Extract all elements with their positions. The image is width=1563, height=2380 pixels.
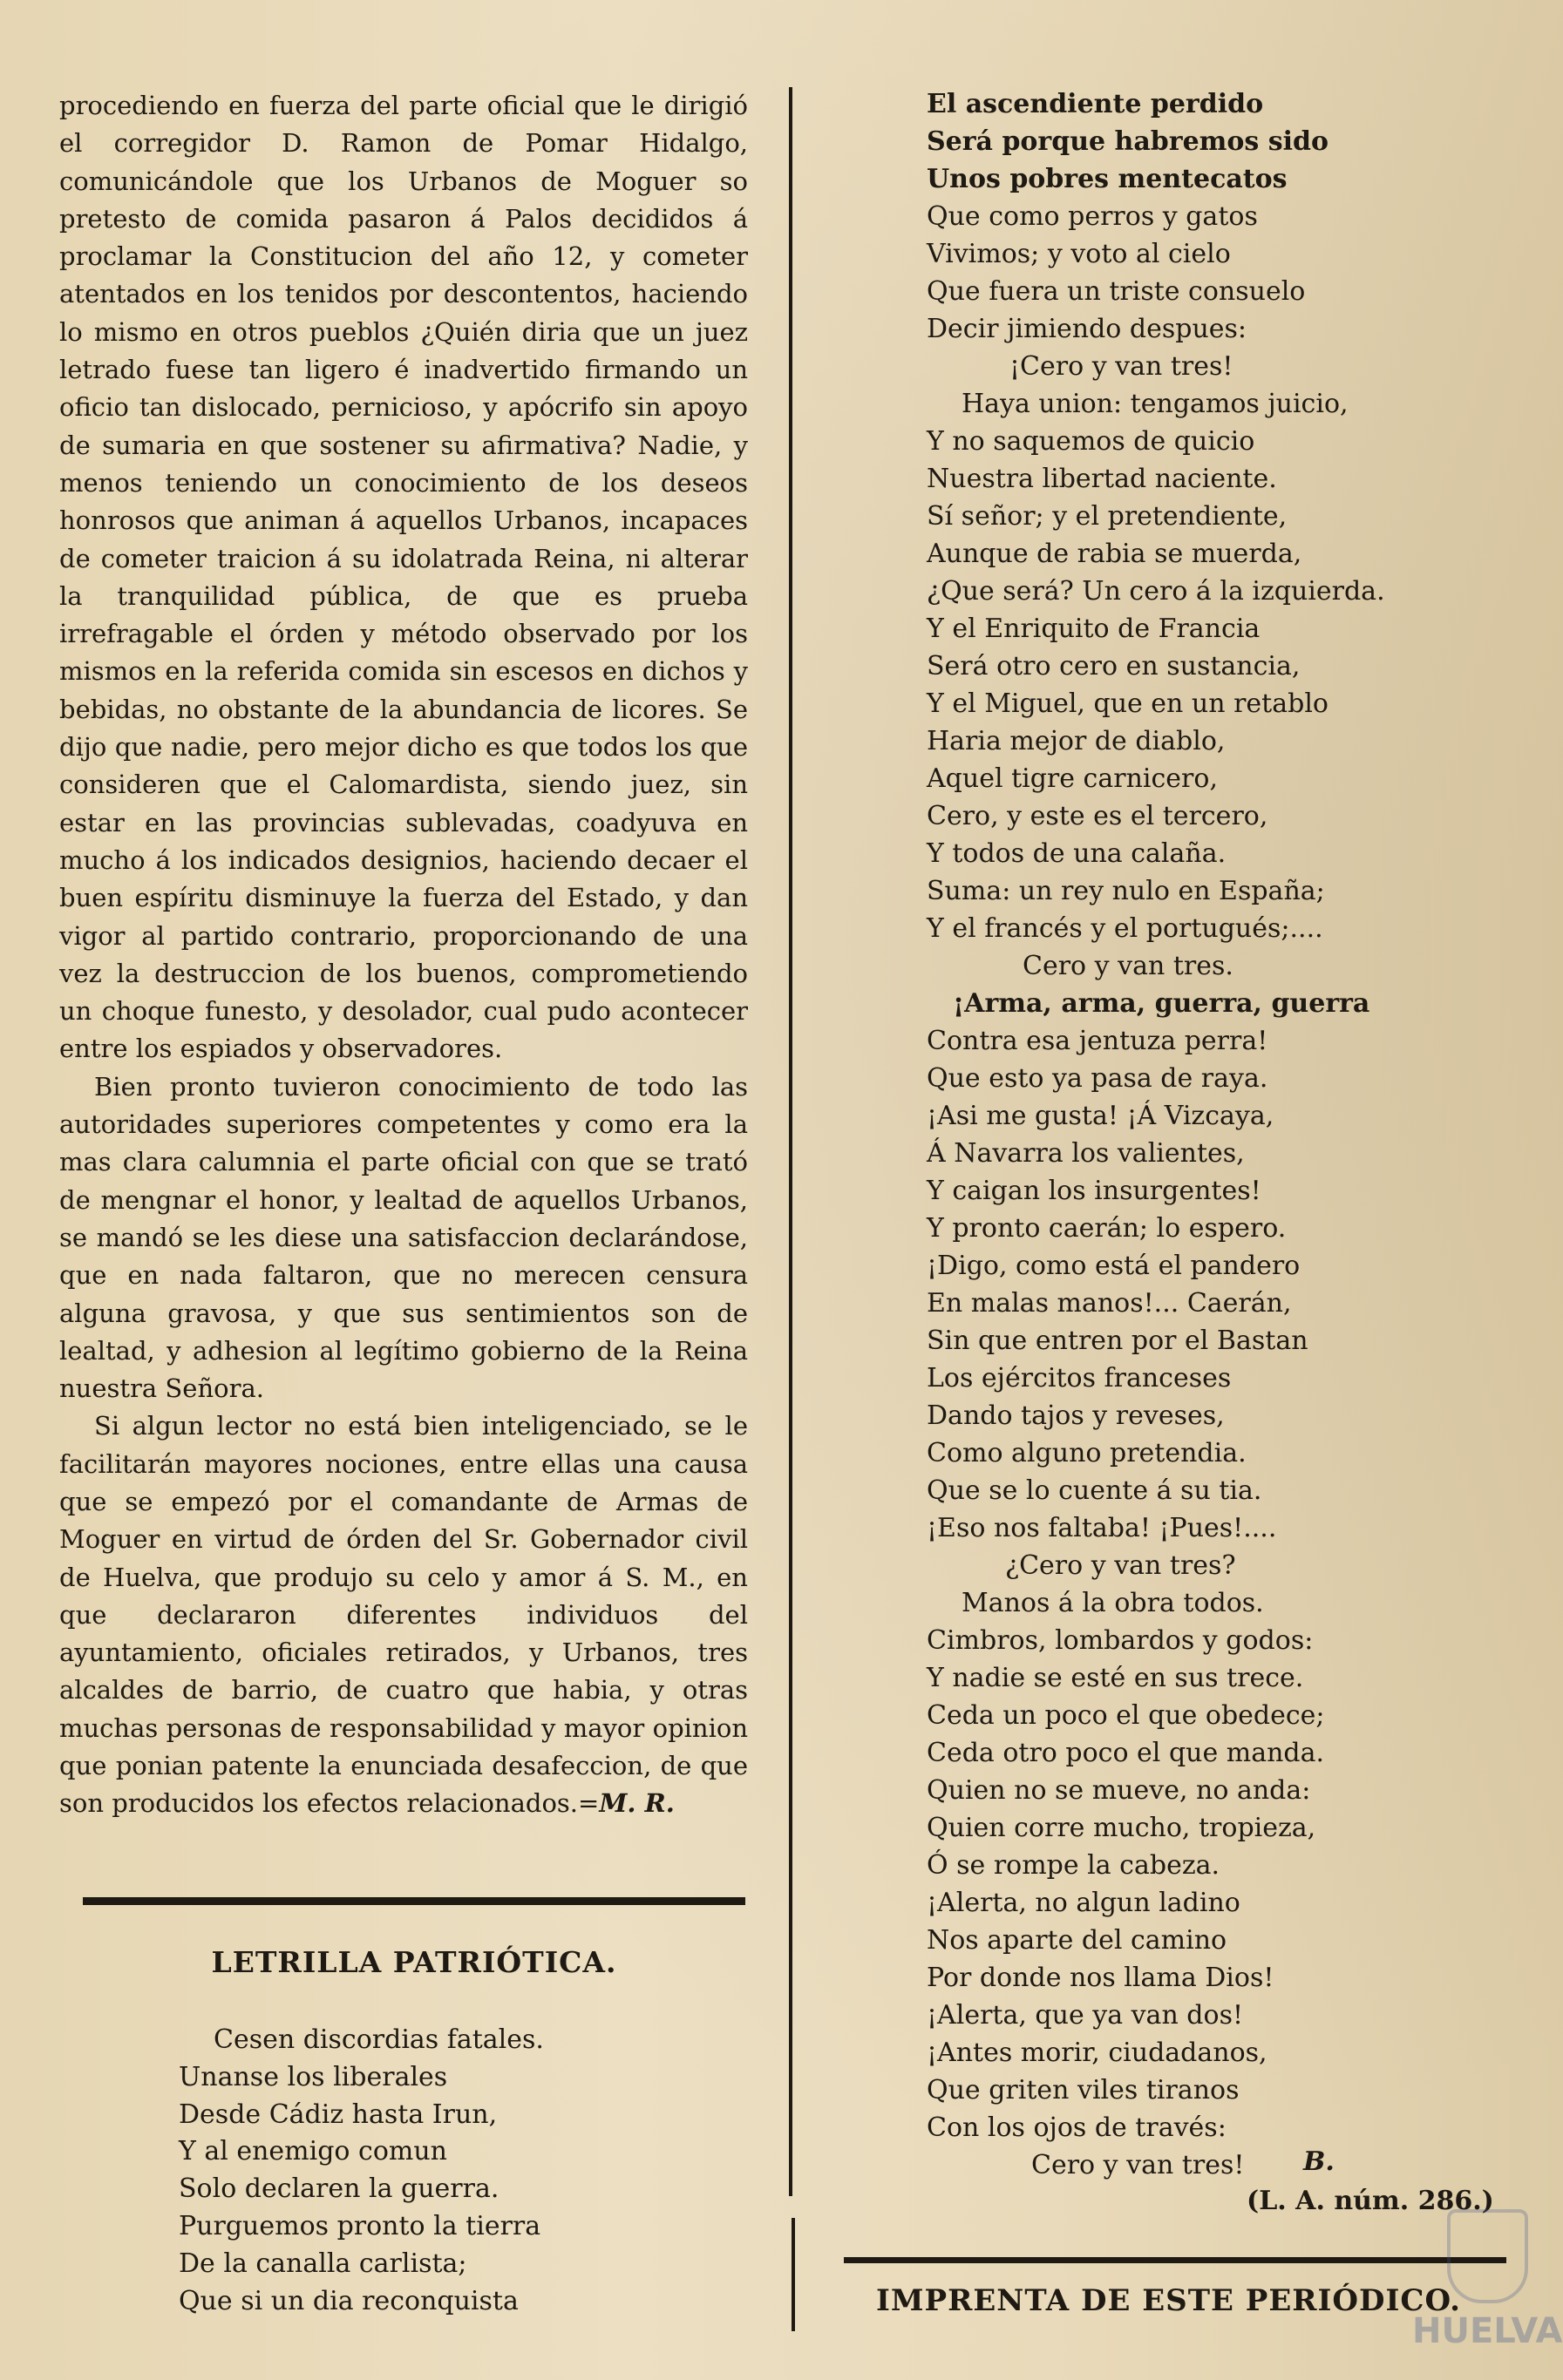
poem-line: Haria mejor de diablo, [927, 726, 1226, 756]
poem-line: Quien corre mucho, tropieza, [927, 1813, 1316, 1843]
poem-line: Solo declaren la guerra. [179, 2173, 499, 2205]
poem-line: Y no saquemos de quicio [927, 426, 1255, 457]
article-paragraph-3 [59, 1407, 748, 1822]
article-paragraph-2: Bien pronto tuvieron conocimiento de todo las autoridades superiores competentes y como era la mas clara calumnia el parte oficial con que se trató de mengnar el honor, y lealtad de aquellos Urbanos, se mandó se les diese una satisfaccion declarándose, que en nada faltaron, que no merecen censura alguna gravosa, y que sus sentimientos son de lealtad, y adhesion al legítimo gobierno de la Reina nuestra Señora. [59, 1071, 748, 1404]
imprint-line: IMPRENTA DE ESTE PERIÓDICO. [876, 2283, 1461, 2318]
poem-line: ¡Cero y van tres! [1009, 351, 1233, 382]
archive-stamp-text: HUELVA [1412, 2311, 1563, 2351]
poem-line: ¿Cero y van tres? [1005, 1550, 1236, 1581]
poem-line: Á Navarra los valientes, [927, 1138, 1245, 1169]
column-divider-lower [792, 2218, 795, 2331]
poem-left-column [179, 2022, 719, 2320]
left-column-article [59, 87, 748, 1823]
poem-line: Purguemos pronto la tierra [179, 2210, 541, 2241]
poem-line: ¡Arma, arma, guerra, guerra [953, 988, 1370, 1019]
poem-line: Como alguno pretendia. [927, 1438, 1247, 1468]
poem-line: Unanse los liberales [179, 2061, 448, 2092]
poem-line: El ascendiente perdido [927, 89, 1264, 119]
poem-line: Los ejércitos franceses [927, 1363, 1232, 1393]
poem-line: Quien no se mueve, no anda: [927, 1775, 1311, 1806]
poem-title: LETRILLA PATRIÓTICA. [211, 1945, 617, 1979]
poem-line: Que como perros y gatos [927, 201, 1258, 232]
poem-signature: B. [1303, 2146, 1335, 2177]
poem-line: Ceda otro poco el que manda. [927, 1738, 1325, 1768]
poem-line: ¡Alerta, no algun ladino [927, 1888, 1240, 1918]
poem-line: Que esto ya pasa de raya. [927, 1063, 1268, 1094]
poem-right-column [927, 85, 1519, 2184]
poem-signature-block [1303, 2146, 1335, 2177]
poem-line: Suma: un rey nulo en España; [927, 876, 1325, 906]
poem-line: Será otro cero en sustancia, [927, 651, 1301, 681]
poem-line: Que griten viles tiranos [927, 2075, 1240, 2105]
poem-line: Cero, y este es el tercero, [927, 801, 1268, 831]
poem-line: Y el Miguel, que en un retablo [927, 688, 1329, 719]
poem-line: Sí señor; y el pretendiente, [927, 501, 1288, 532]
poem-line: Y todos de una calaña. [927, 838, 1227, 869]
poem-line: Por donde nos llama Dios! [927, 1963, 1274, 1993]
poem-line: Que se lo cuente á su tia. [927, 1475, 1262, 1506]
poem-line: Y pronto caerán; lo espero. [927, 1213, 1287, 1244]
poem-line: Aquel tigre carnicero, [927, 763, 1218, 794]
poem-line: Cimbros, lombardos y godos: [927, 1625, 1314, 1656]
poem-line: De la canalla carlista; [179, 2248, 467, 2279]
poem-line: ¿Que será? Un cero á la izquierda. [927, 576, 1385, 607]
article-paragraph-1: procediendo en fuerza del parte oficial que le dirigió el corregidor D. Ramon de Pomar Hidalgo, comunicándole que los Urbanos de Moguer so pretesto de comida pasaron á Palos decididos á proclamar la Constitucion del año 12, y cometer atentados en los tenidos por descontentos, haciendo lo mismo en otros pueblos ¿Quién diria que un juez letrado fuese tan ligero é inadvertido firmando un oficio tan dislocado, pernicioso, y apócrifo sin apoyo de sumaria en que sostener su afirmativa? Nadie, y menos teniendo un conocimiento de los deseos honrosos que animan á aquellos Urbanos, incapaces de cometer traicion á su idolatrada Reina, ni alterar la tranquilidad pública, de que es prueba irrefragable el órden y método observado por los mismos en la referida comida sin escesos en dichos y bebidas, no obstante de la abundancia de licores. Se dijo que nadie, pero mejor dicho es que todos los que consideren que el Calomardista, siendo juez, sin estar en las provincias sublevadas, coadyuva en mucho á los indicados designios, haciendo decaer el buen espíritu disminuye la fuerza del Estado, y dan vigor al partido contrario, proporcionando de una vez la destruccion de los buenos, comprometiendo un choque funesto, y desolador, cual pudo acontecer entre los espiados y observadores. [59, 91, 748, 1064]
poem-line: ¡Eso nos faltaba! ¡Pues!.... [927, 1513, 1277, 1543]
poem-line: Y el Enriquito de Francia [927, 614, 1261, 644]
poem-line: Nuestra libertad naciente. [927, 464, 1277, 494]
poem-line: Cero y van tres! [1031, 2150, 1245, 2180]
footer-rule [844, 2257, 1506, 2263]
article-signature: M. R. [599, 1788, 675, 1819]
poem-line: Será porque habremos sido [927, 126, 1329, 157]
poem-line: Nos aparte del camino [927, 1925, 1227, 1956]
poem-line: Ó se rompe la cabeza. [927, 1850, 1220, 1881]
poem-line: Cero y van tres. [1023, 951, 1233, 981]
poem-line: Sin que entren por el Bastan [927, 1326, 1308, 1356]
poem-line: Con los ojos de través: [927, 2112, 1227, 2143]
article-paragraph-3-text: Si algun lector no está bien inteligenciado, se le facilitarán mayores nociones, entre ellas una causa que se empezó por el comandante de Armas de Moguer en virtud de órden del Sr. Gobernador civil de Huelva, que produjo su celo y amor á S. M., en que declararon diferentes individuos del ayuntamiento, oficiales retirados, y Urbanos, tres alcaldes de barrio, de cuatro que habia, y otras muchas personas de responsabilidad y mayor opinion que ponian patente la enunciada desafeccion, de que son producidos los efectos relacionados.= [59, 1411, 748, 1819]
poem-line: ¡Digo, como está el pandero [927, 1251, 1301, 1281]
poem-line: Dando tajos y reveses, [927, 1400, 1225, 1431]
poem-line: Unos pobres mentecatos [927, 164, 1288, 194]
poem-line: Y caigan los insurgentes! [927, 1176, 1261, 1206]
poem-line: Y al enemigo comun [179, 2136, 447, 2167]
poem-line: Y nadie se esté en sus trece. [927, 1663, 1304, 1693]
poem-line: Desde Cádiz hasta Irun, [179, 2099, 498, 2130]
poem-line: Que fuera un triste consuelo [927, 276, 1306, 307]
poem-line: ¡Antes morir, ciudadanos, [927, 2038, 1267, 2068]
poem-line: Que si un dia reconquista [179, 2285, 519, 2316]
poem-line: ¡Alerta, que ya van dos! [927, 2000, 1244, 2031]
poem-line: ¡Asi me gusta! ¡Á Vizcaya, [927, 1101, 1274, 1131]
poem-line: Manos á la obra todos. [962, 1588, 1264, 1618]
poem-line: Decir jimiendo despues: [927, 314, 1247, 344]
poem-line: Y el francés y el portugués;.... [927, 913, 1323, 944]
poem-line: Ceda un poco el que obedece; [927, 1700, 1325, 1731]
poem-line: Vivimos; y voto al cielo [927, 239, 1231, 269]
poem-line: Cesen discordias fatales. [214, 2024, 544, 2055]
section-rule [83, 1897, 745, 1905]
poem-line: En malas manos!... Caerán, [927, 1288, 1292, 1319]
poem-line: Contra esa jentuza perra! [927, 1026, 1268, 1056]
poem-line: Haya union: tengamos juicio, [962, 389, 1349, 419]
source-note: (L. A. núm. 286.) [1247, 2186, 1494, 2216]
poem-line: Aunque de rabia se muerda, [927, 539, 1302, 569]
column-divider [789, 87, 792, 2196]
